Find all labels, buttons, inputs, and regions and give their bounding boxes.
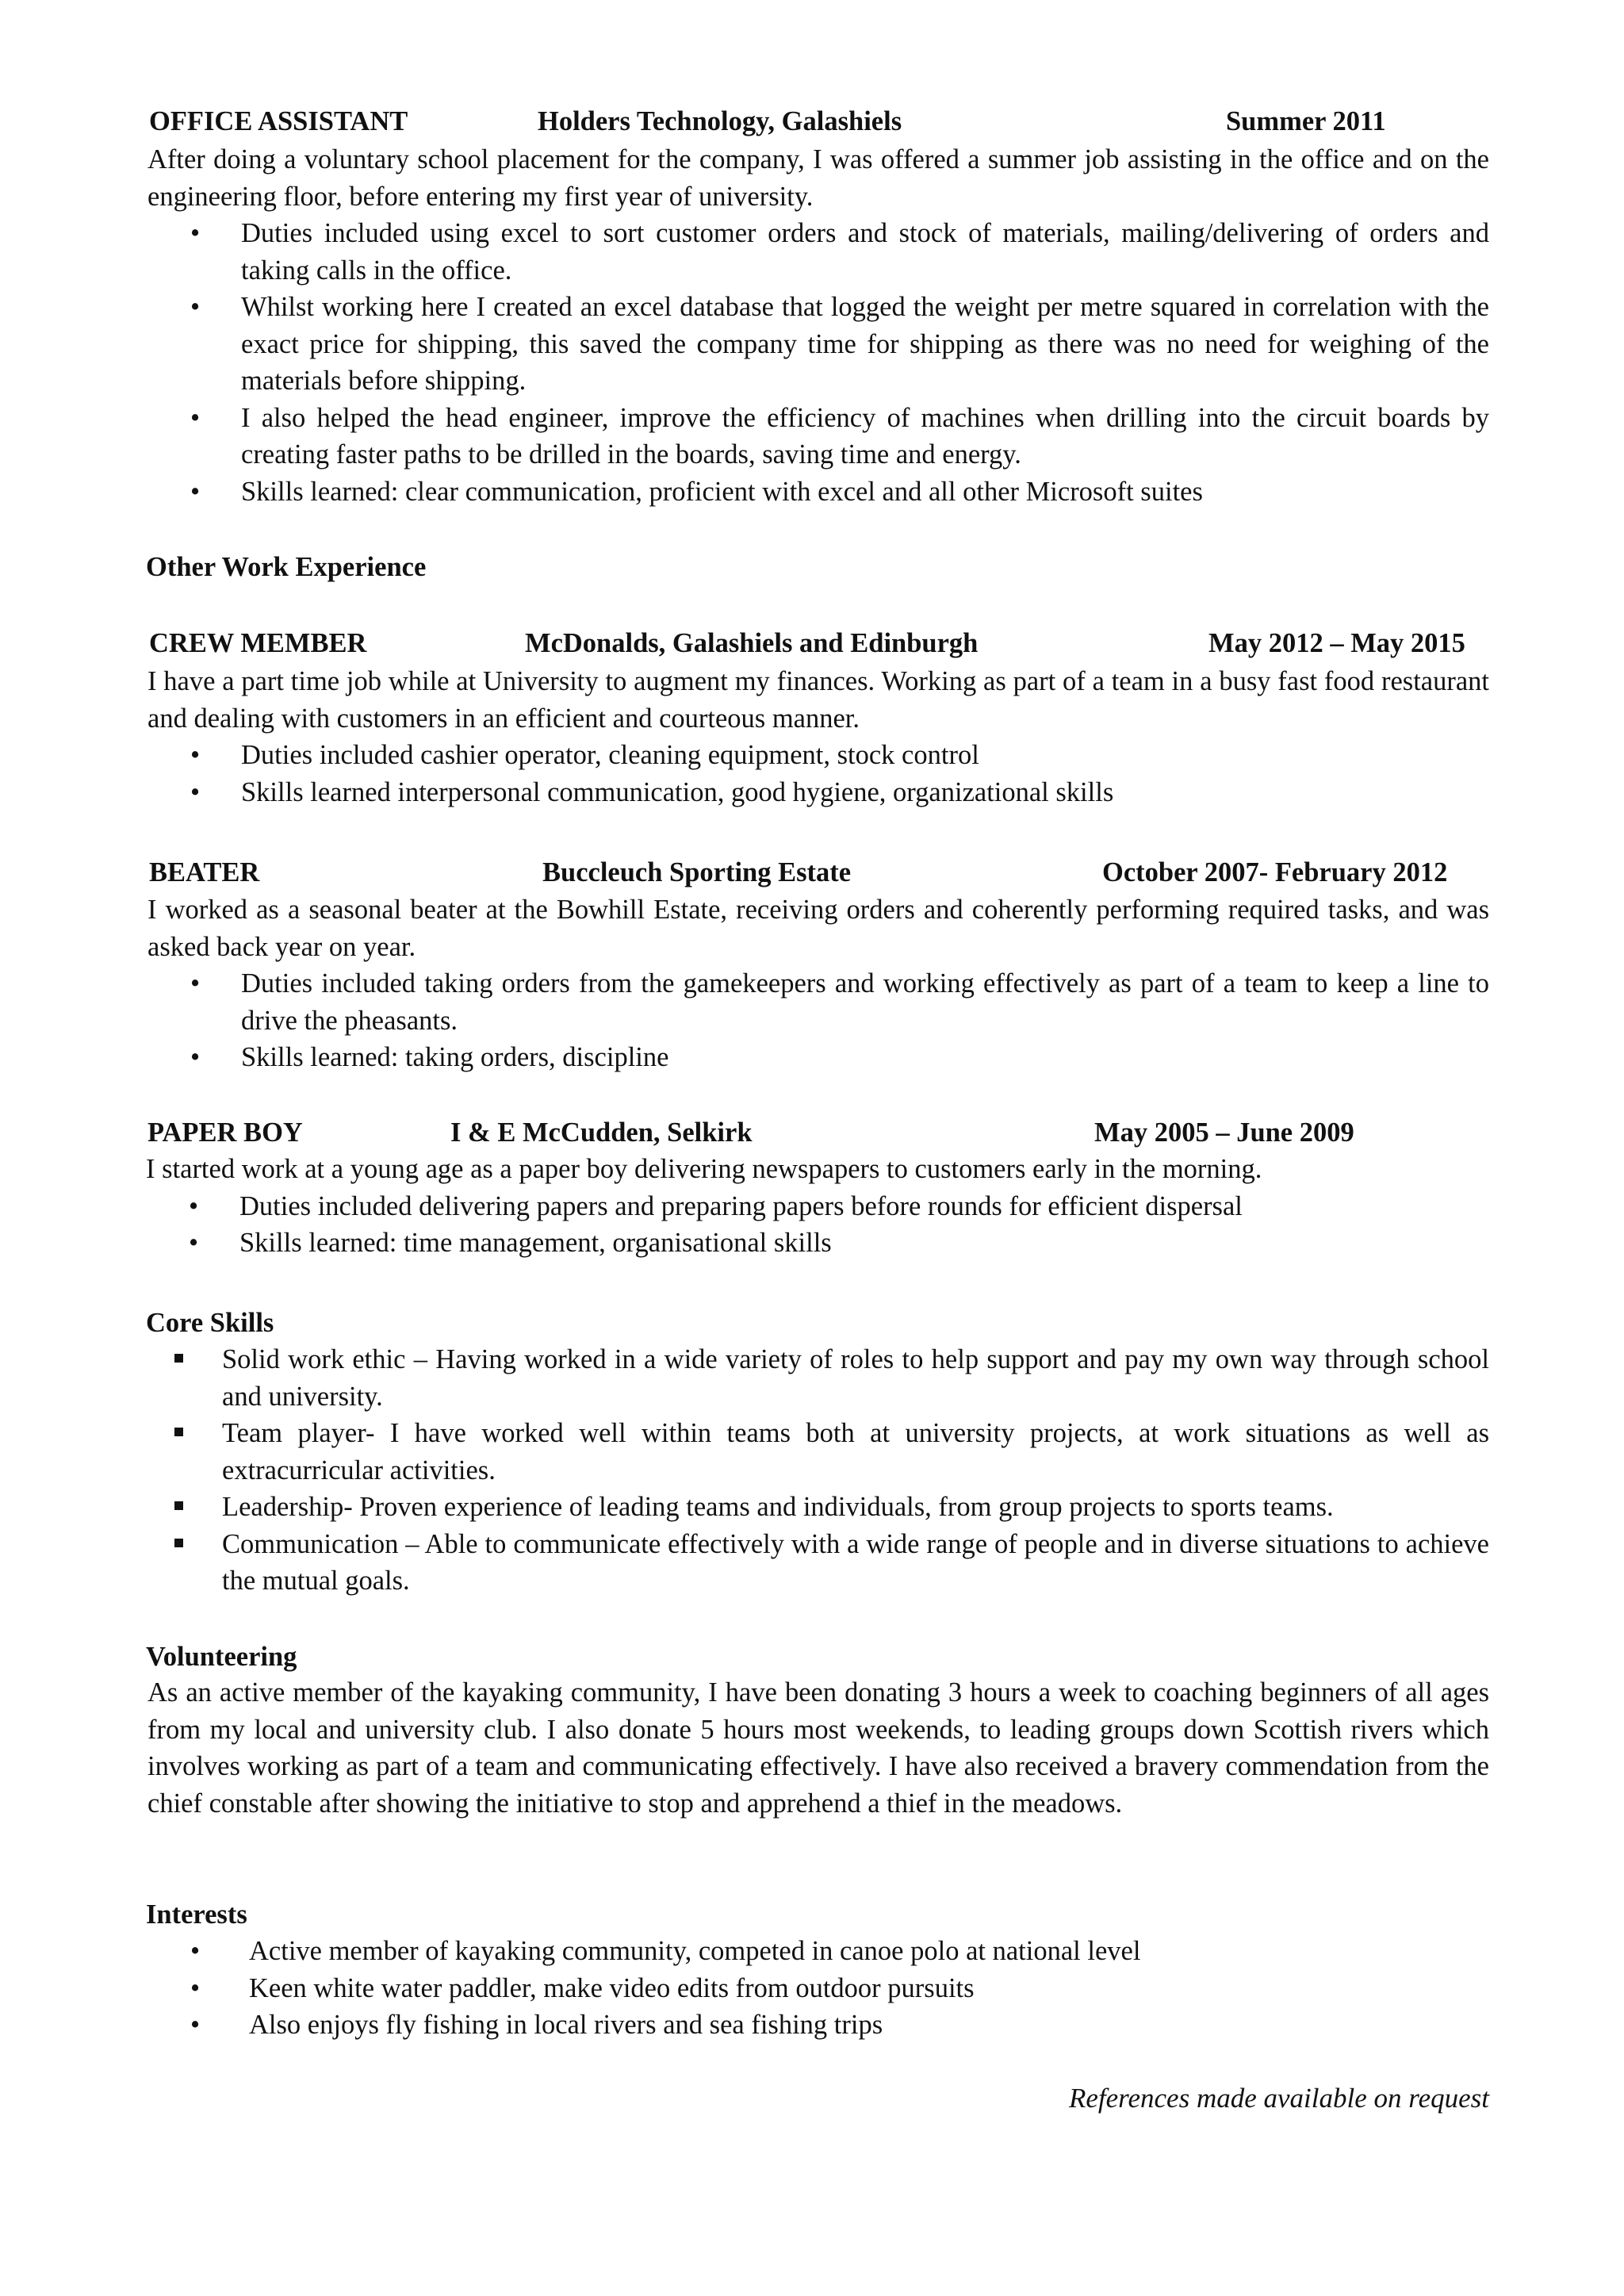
list-item: • Duties included using excel to sort customer orders and stock of materials, mailing/delivering of orders and taking calls in the office. xyxy=(147,215,1489,289)
interests-body xyxy=(147,1933,1489,2044)
list-item: • Keen white water paddler, make video edits from outdoor pursuits xyxy=(147,1970,1489,2007)
list-item: • Also enjoys fly fishing in local rivers and sea fishing trips xyxy=(147,2007,1489,2044)
list-item: Solid work ethic – Having worked in a wide variety of roles to help support and pay my own way through school and university. xyxy=(147,1341,1489,1415)
section-heading-interests: Interests xyxy=(146,1899,247,1930)
job-title-beater: BEATER xyxy=(149,857,260,887)
section-heading-core-skills: Core Skills xyxy=(146,1308,274,1338)
paper-boy-summary: I started work at a young age as a paper boy delivering newspapers to customers early in the morning. xyxy=(146,1154,1262,1184)
dates-office-assistant: Summer 2011 xyxy=(1226,106,1386,136)
dates-crew-member: May 2012 – May 2015 xyxy=(1208,628,1465,658)
list-item: • Duties included taking orders from the gamekeepers and working effectively as part of a team to keep a line to drive the pheasants. xyxy=(147,965,1489,1039)
job-title-paper-boy: PAPER BOY xyxy=(147,1117,303,1148)
crew-member-summary: I have a part time job while at University to augment my finances. Working as part of a team in a busy fast food restaurant and dealing with customers in an efficient and courteous manner. xyxy=(147,666,1489,734)
list-item: • Duties included cashier operator, cleaning equipment, stock control xyxy=(147,737,1489,774)
job-title-crew-member: CREW MEMBER xyxy=(149,628,367,658)
list-item: • Skills learned interpersonal communication, good hygiene, organizational skills xyxy=(147,774,1489,811)
beater-summary: I worked as a seasonal beater at the Bowhill Estate, receiving orders and coherently performing required tasks, and was asked back year on year. xyxy=(147,895,1489,962)
dates-paper-boy: May 2005 – June 2009 xyxy=(1094,1117,1354,1148)
list-item: Team player- I have worked well within teams both at university projects, at work situations as well as extracurricular activities. xyxy=(147,1415,1489,1489)
office-assistant-duties xyxy=(147,215,1489,510)
volunteering-body xyxy=(147,1674,1489,1822)
section-heading-volunteering: Volunteering xyxy=(146,1642,297,1672)
list-item: • Duties included delivering papers and preparing papers before rounds for efficient dispersal xyxy=(146,1188,1488,1225)
employer-buccleuch: Buccleuch Sporting Estate xyxy=(542,857,852,887)
employer-mccudden: I & E McCudden, Selkirk xyxy=(450,1117,753,1148)
list-item: • I also helped the head engineer, improve the efficiency of machines when drilling into the circuit boards by creating faster paths to be drilled in the boards, saving time and energy. xyxy=(147,400,1489,473)
crew-member-duties xyxy=(147,737,1489,811)
office-assistant-summary: After doing a voluntary school placement for the company, I was offered a summer job assisting in the office and on the engineering floor, before entering my first year of university. xyxy=(147,144,1489,212)
core-skills-body xyxy=(147,1341,1489,1600)
employer-mcdonalds: McDonalds, Galashiels and Edinburgh xyxy=(525,628,979,658)
core-skills-list xyxy=(147,1341,1489,1600)
list-item: • Active member of kayaking community, competed in canoe polo at national level xyxy=(147,1933,1489,1970)
references-note: References made available on request xyxy=(1068,2083,1489,2114)
job-title-office-assistant: OFFICE ASSISTANT xyxy=(149,106,408,136)
list-item: • Skills learned: time management, organisational skills xyxy=(146,1225,1488,1262)
paper-boy-body xyxy=(146,1151,1488,1262)
employer-holders-technology: Holders Technology, Galashiels xyxy=(538,106,902,136)
beater-duties xyxy=(147,965,1489,1076)
list-item: • Skills learned: taking orders, discipline xyxy=(147,1039,1489,1076)
list-item: • Skills learned: clear communication, proficient with excel and all other Microsoft suites xyxy=(147,473,1489,511)
section-heading-other-work: Other Work Experience xyxy=(146,552,427,582)
office-assistant-body xyxy=(147,141,1489,510)
list-item: Communication – Able to communicate effectively with a wide range of people and in diverse situations to achieve the mutual goals. xyxy=(147,1526,1489,1600)
list-item: • Whilst working here I created an excel database that logged the weight per metre squared in correlation with the exact price for shipping, this saved the company time for shipping as there was no need for weighing of the materials before shipping. xyxy=(147,289,1489,400)
list-item: Leadership- Proven experience of leading teams and individuals, from group projects to sports teams. xyxy=(147,1489,1489,1526)
paper-boy-duties xyxy=(146,1188,1488,1262)
beater-body xyxy=(147,891,1489,1076)
dates-beater: October 2007- February 2012 xyxy=(1102,857,1448,887)
crew-member-body xyxy=(147,663,1489,811)
interests-list xyxy=(147,1933,1489,2044)
volunteering-text: As an active member of the kayaking community, I have been donating 3 hours a week to coaching beginners of all ages from my local and university club. I also donate 5 hours most weekends, to leading groups down Scottish rivers which involves working as part of a team and communicating effectively. I have also received a bravery commendation from the chief constable after showing the initiative to stop and apprehend a thief in the meadows. xyxy=(147,1677,1489,1819)
